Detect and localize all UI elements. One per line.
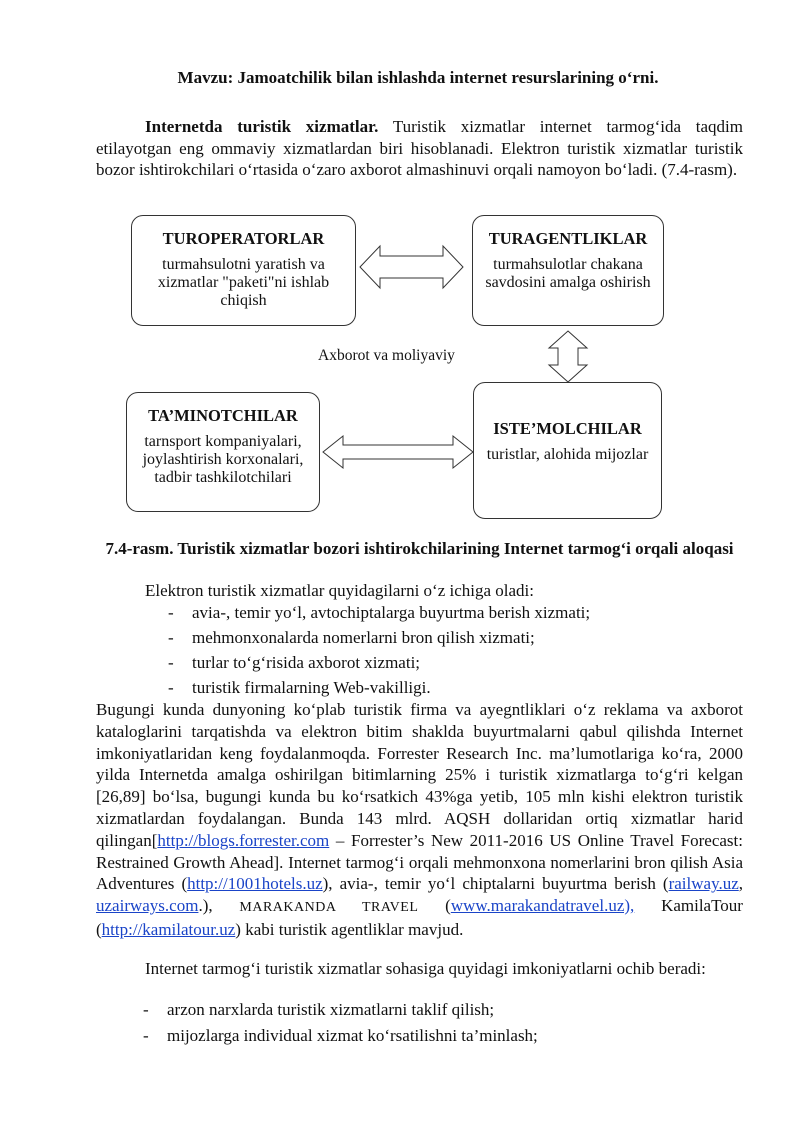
agency-name: MARAKANDA TRAVEL: [239, 900, 419, 916]
double-arrow-bottom: [323, 436, 473, 468]
paragraph-text: Turistik xizmatlar internet tarmog‘ida taqdim etilayotgan eng ommaviy xizmatlardan biri hisoblanadi. Elektron turistik xizmatlar turistik bozor ishtirokchilari o‘rtasida o‘zaro axborot almashinuvi orqali namoyon bo‘ladi. (7.4-rasm).: [96, 117, 743, 179]
text-run: .),: [198, 896, 240, 916]
list-item: - arzon narxlarda turistik xizmatlarni taklif qilish;: [143, 999, 538, 1025]
list-item: - avia-, temir yo‘l, avtochiptalarga buyurtma berish xizmati;: [168, 602, 590, 627]
box-touroperators: [131, 215, 356, 326]
text-run: ), avia-, temir yo‘l chiptalarni buyurtma berish (: [322, 874, 669, 894]
text-run: ) kabi turistik agentliklar mavjud.: [235, 919, 464, 939]
figure-caption: 7.4-rasm. Turistik xizmatlar bozori ishtirokchilarining Internet tarmog‘i orqali aloqasi: [105, 539, 734, 558]
box-title: TUROPERATORLAR: [162, 229, 325, 248]
services-list: [168, 602, 590, 702]
text-run: ,: [738, 874, 744, 894]
box-title: TA’MINOTCHILAR: [148, 406, 298, 425]
link-1001hotels[interactable]: http://1001hotels.uz: [187, 874, 323, 894]
box-description: turmahsulotlar chakana savdosini amalga oshirish: [485, 256, 651, 291]
double-arrow-top: [360, 246, 463, 288]
box-description: turmahsulotni yaratish va xizmatlar "paketi"ni ishlab chiqish: [157, 256, 330, 309]
link-forrester[interactable]: http://blogs.forrester.com: [157, 830, 330, 850]
link-marakandatravel[interactable]: www.marakandatravel.uz),: [450, 896, 635, 916]
box-title: TURAGENTLIKLAR: [488, 229, 648, 248]
list-item: - turlar to‘g‘risida axborot xizmati;: [168, 652, 590, 677]
text-run: (: [418, 896, 451, 916]
box-title: ISTE’MOLCHILAR: [493, 419, 642, 438]
link-uzairways[interactable]: uzairways.com: [96, 896, 199, 916]
opportunities-paragraph: Internet tarmog‘i turistik xizmatlar sohasiga quyidagi imkoniyatlarni ochib beradi:: [145, 959, 706, 978]
list-item: - mijozlarga individual xizmat ko‘rsatilishni ta’minlash;: [143, 1025, 538, 1051]
list-item: - turistik firmalarning Web-vakilligi.: [168, 677, 590, 702]
text-run: Bugungi kunda dunyoning ko‘plab turistik firma va ayegntliklari o‘z reklama va axborot kataloglarini tarqatishda va elektron bitim shaklda buyurtmalarni qabul qilishda Internet imkoniyatlaridan keng foydalanmoqda. Forrester Research Inc. ma’lumotlariga ko‘ra, 2000 yilda Internetda amalga oshirilgan bitimlarning 25% i turistik xizmatlarga to‘g‘ri kelgan [26,89] bo‘lsa, bugungi kunda bu ko‘rsatkich 43%ga yetib, 105 mln kishi elektron turistik xizmatlardan foydalangan. Bunda 143 mlrd. AQSH dollaridan ortiq xizmatlar harid qilingan[: [96, 700, 743, 850]
box-travel-agencies: [472, 215, 664, 326]
opportunities-list: [143, 999, 538, 1051]
body-paragraph: [96, 699, 743, 941]
box-description: turistlar, alohida mijozlar: [486, 446, 649, 463]
link-railway[interactable]: railway.uz: [668, 874, 739, 894]
box-consumers: [473, 382, 662, 519]
text-run: KamilaTour (: [96, 896, 743, 939]
text-run: – Forrester’s New 2011-2016 US Online Travel Forecast: Restrained Growth Ahead]. Internet tarmog‘i orqali mehmonxona nomerlarini bron qilish Asia Adventures (: [96, 830, 743, 894]
flow-label: Axborot va moliyaviy: [318, 347, 455, 364]
link-kamilatour[interactable]: http://kamilatour.uz: [101, 919, 236, 939]
list-intro: Elektron turistik xizmatlar quyidagilarni o‘z ichiga oladi:: [145, 581, 534, 600]
paragraph-lead: Internetda turistik xizmatlar.: [145, 117, 379, 136]
box-description: tarnsport kompaniyalari, joylashtirish korxonalari, tadbir tashkilotchilari: [142, 433, 304, 486]
double-arrow-vertical: [549, 331, 587, 382]
page-title: Mavzu: Jamoatchilik bilan ishlashda internet resurslarining o‘rni.: [177, 68, 659, 87]
box-suppliers: [126, 392, 320, 512]
diagram-arrows: [0, 0, 800, 560]
list-item: - mehmonxonalarda nomerlarni bron qilish xizmati;: [168, 627, 590, 652]
